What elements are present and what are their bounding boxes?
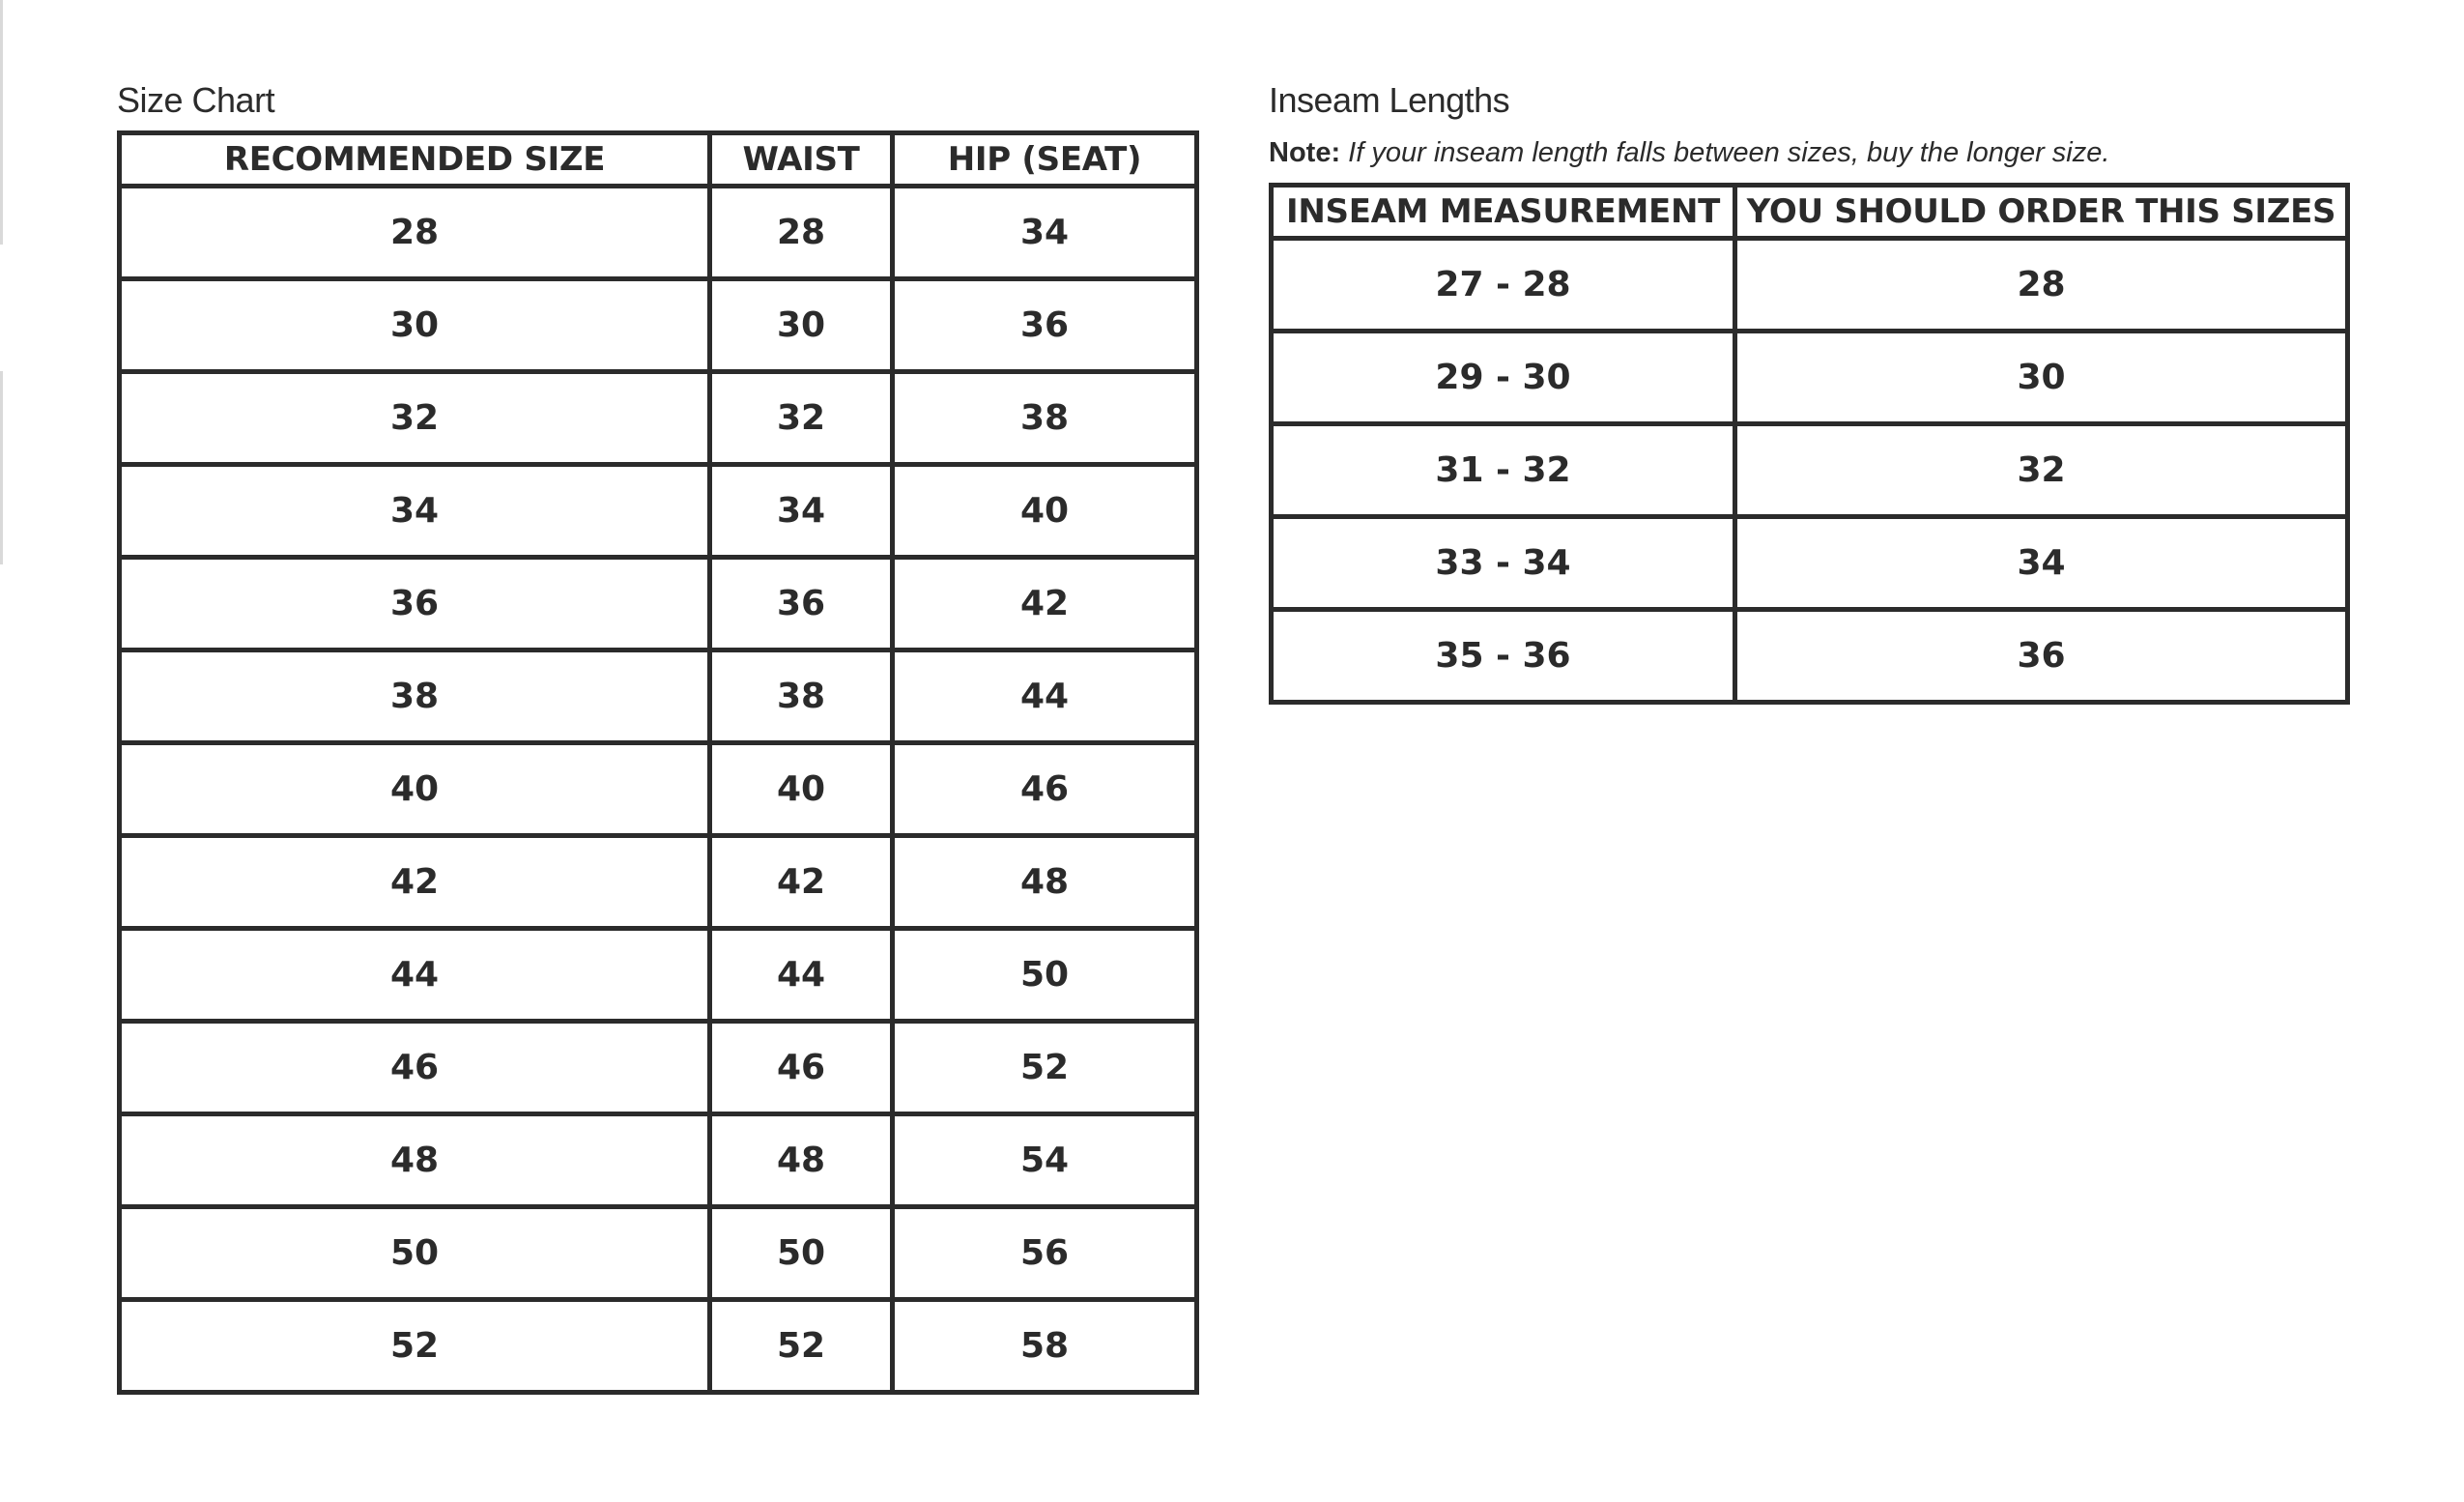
- waist-cell: 42: [710, 836, 893, 929]
- table-row: [120, 1300, 1197, 1393]
- table-row: [120, 650, 1197, 743]
- order-size-cell: 30: [1735, 332, 2348, 424]
- hip-cell: 54: [893, 1114, 1197, 1207]
- inseam-header-order-size: YOU SHOULD ORDER THIS SIZES: [1735, 186, 2348, 239]
- waist-cell: 38: [710, 650, 893, 743]
- recommended-size-cell: 50: [120, 1207, 710, 1300]
- waist-cell: 28: [710, 187, 893, 279]
- waist-cell: 52: [710, 1300, 893, 1393]
- size-chart-header-row: [120, 133, 1197, 187]
- inseam-measurement-cell: 29 - 30: [1272, 332, 1735, 424]
- table-row: [1272, 239, 2348, 332]
- table-row: [120, 279, 1197, 372]
- note-text: If your inseam length falls between sizes, buy the longer size.: [1348, 137, 2110, 168]
- inseam-header-measurement: INSEAM MEASUREMENT: [1272, 186, 1735, 239]
- waist-cell: 32: [710, 372, 893, 465]
- inseam-measurement-cell: 35 - 36: [1272, 610, 1735, 703]
- hip-cell: 36: [893, 279, 1197, 372]
- table-row: [1272, 610, 2348, 703]
- waist-cell: 48: [710, 1114, 893, 1207]
- table-row: [120, 1207, 1197, 1300]
- waist-cell: 34: [710, 465, 893, 558]
- hip-cell: 40: [893, 465, 1197, 558]
- hip-cell: 44: [893, 650, 1197, 743]
- table-row: [120, 558, 1197, 650]
- hip-cell: 38: [893, 372, 1197, 465]
- inseam-measurement-cell: 27 - 28: [1272, 239, 1735, 332]
- table-row: [120, 372, 1197, 465]
- table-row: [120, 187, 1197, 279]
- size-chart-header-hip: HIP (SEAT): [893, 133, 1197, 187]
- order-size-cell: 34: [1735, 517, 2348, 610]
- note-label: Note:: [1269, 137, 1341, 168]
- waist-cell: 36: [710, 558, 893, 650]
- table-row: [1272, 517, 2348, 610]
- recommended-size-cell: 38: [120, 650, 710, 743]
- table-row: [120, 743, 1197, 836]
- waist-cell: 44: [710, 929, 893, 1022]
- waist-cell: 30: [710, 279, 893, 372]
- waist-cell: 40: [710, 743, 893, 836]
- table-row: [1272, 332, 2348, 424]
- inseam-measurement-cell: 33 - 34: [1272, 517, 1735, 610]
- recommended-size-cell: 40: [120, 743, 710, 836]
- order-size-cell: 36: [1735, 610, 2348, 703]
- inseam-table: [1269, 183, 2350, 705]
- hip-cell: 42: [893, 558, 1197, 650]
- table-row: [120, 929, 1197, 1022]
- size-chart-table: [117, 130, 1199, 1395]
- hip-cell: 52: [893, 1022, 1197, 1114]
- table-row: [120, 1114, 1197, 1207]
- table-row: [120, 1022, 1197, 1114]
- inseam-header-row: [1272, 186, 2348, 239]
- recommended-size-cell: 48: [120, 1114, 710, 1207]
- size-chart-title: Size Chart: [117, 80, 275, 120]
- recommended-size-cell: 44: [120, 929, 710, 1022]
- size-chart-header-recommended-size: RECOMMENDED SIZE: [120, 133, 710, 187]
- inseam-measurement-cell: 31 - 32: [1272, 424, 1735, 517]
- recommended-size-cell: 32: [120, 372, 710, 465]
- hip-cell: 46: [893, 743, 1197, 836]
- inseam-lengths-title: Inseam Lengths: [1269, 80, 1510, 120]
- hip-cell: 56: [893, 1207, 1197, 1300]
- order-size-cell: 32: [1735, 424, 2348, 517]
- hip-cell: 58: [893, 1300, 1197, 1393]
- waist-cell: 50: [710, 1207, 893, 1300]
- left-edge-mark-top: [0, 0, 3, 245]
- hip-cell: 34: [893, 187, 1197, 279]
- waist-cell: 46: [710, 1022, 893, 1114]
- recommended-size-cell: 36: [120, 558, 710, 650]
- order-size-cell: 28: [1735, 239, 2348, 332]
- recommended-size-cell: 42: [120, 836, 710, 929]
- hip-cell: 50: [893, 929, 1197, 1022]
- table-row: [120, 465, 1197, 558]
- inseam-note: [1269, 139, 2109, 167]
- recommended-size-cell: 28: [120, 187, 710, 279]
- hip-cell: 48: [893, 836, 1197, 929]
- left-edge-mark-bottom: [0, 371, 3, 564]
- recommended-size-cell: 52: [120, 1300, 710, 1393]
- table-row: [1272, 424, 2348, 517]
- size-chart-header-waist: WAIST: [710, 133, 893, 187]
- recommended-size-cell: 46: [120, 1022, 710, 1114]
- recommended-size-cell: 34: [120, 465, 710, 558]
- recommended-size-cell: 30: [120, 279, 710, 372]
- table-row: [120, 836, 1197, 929]
